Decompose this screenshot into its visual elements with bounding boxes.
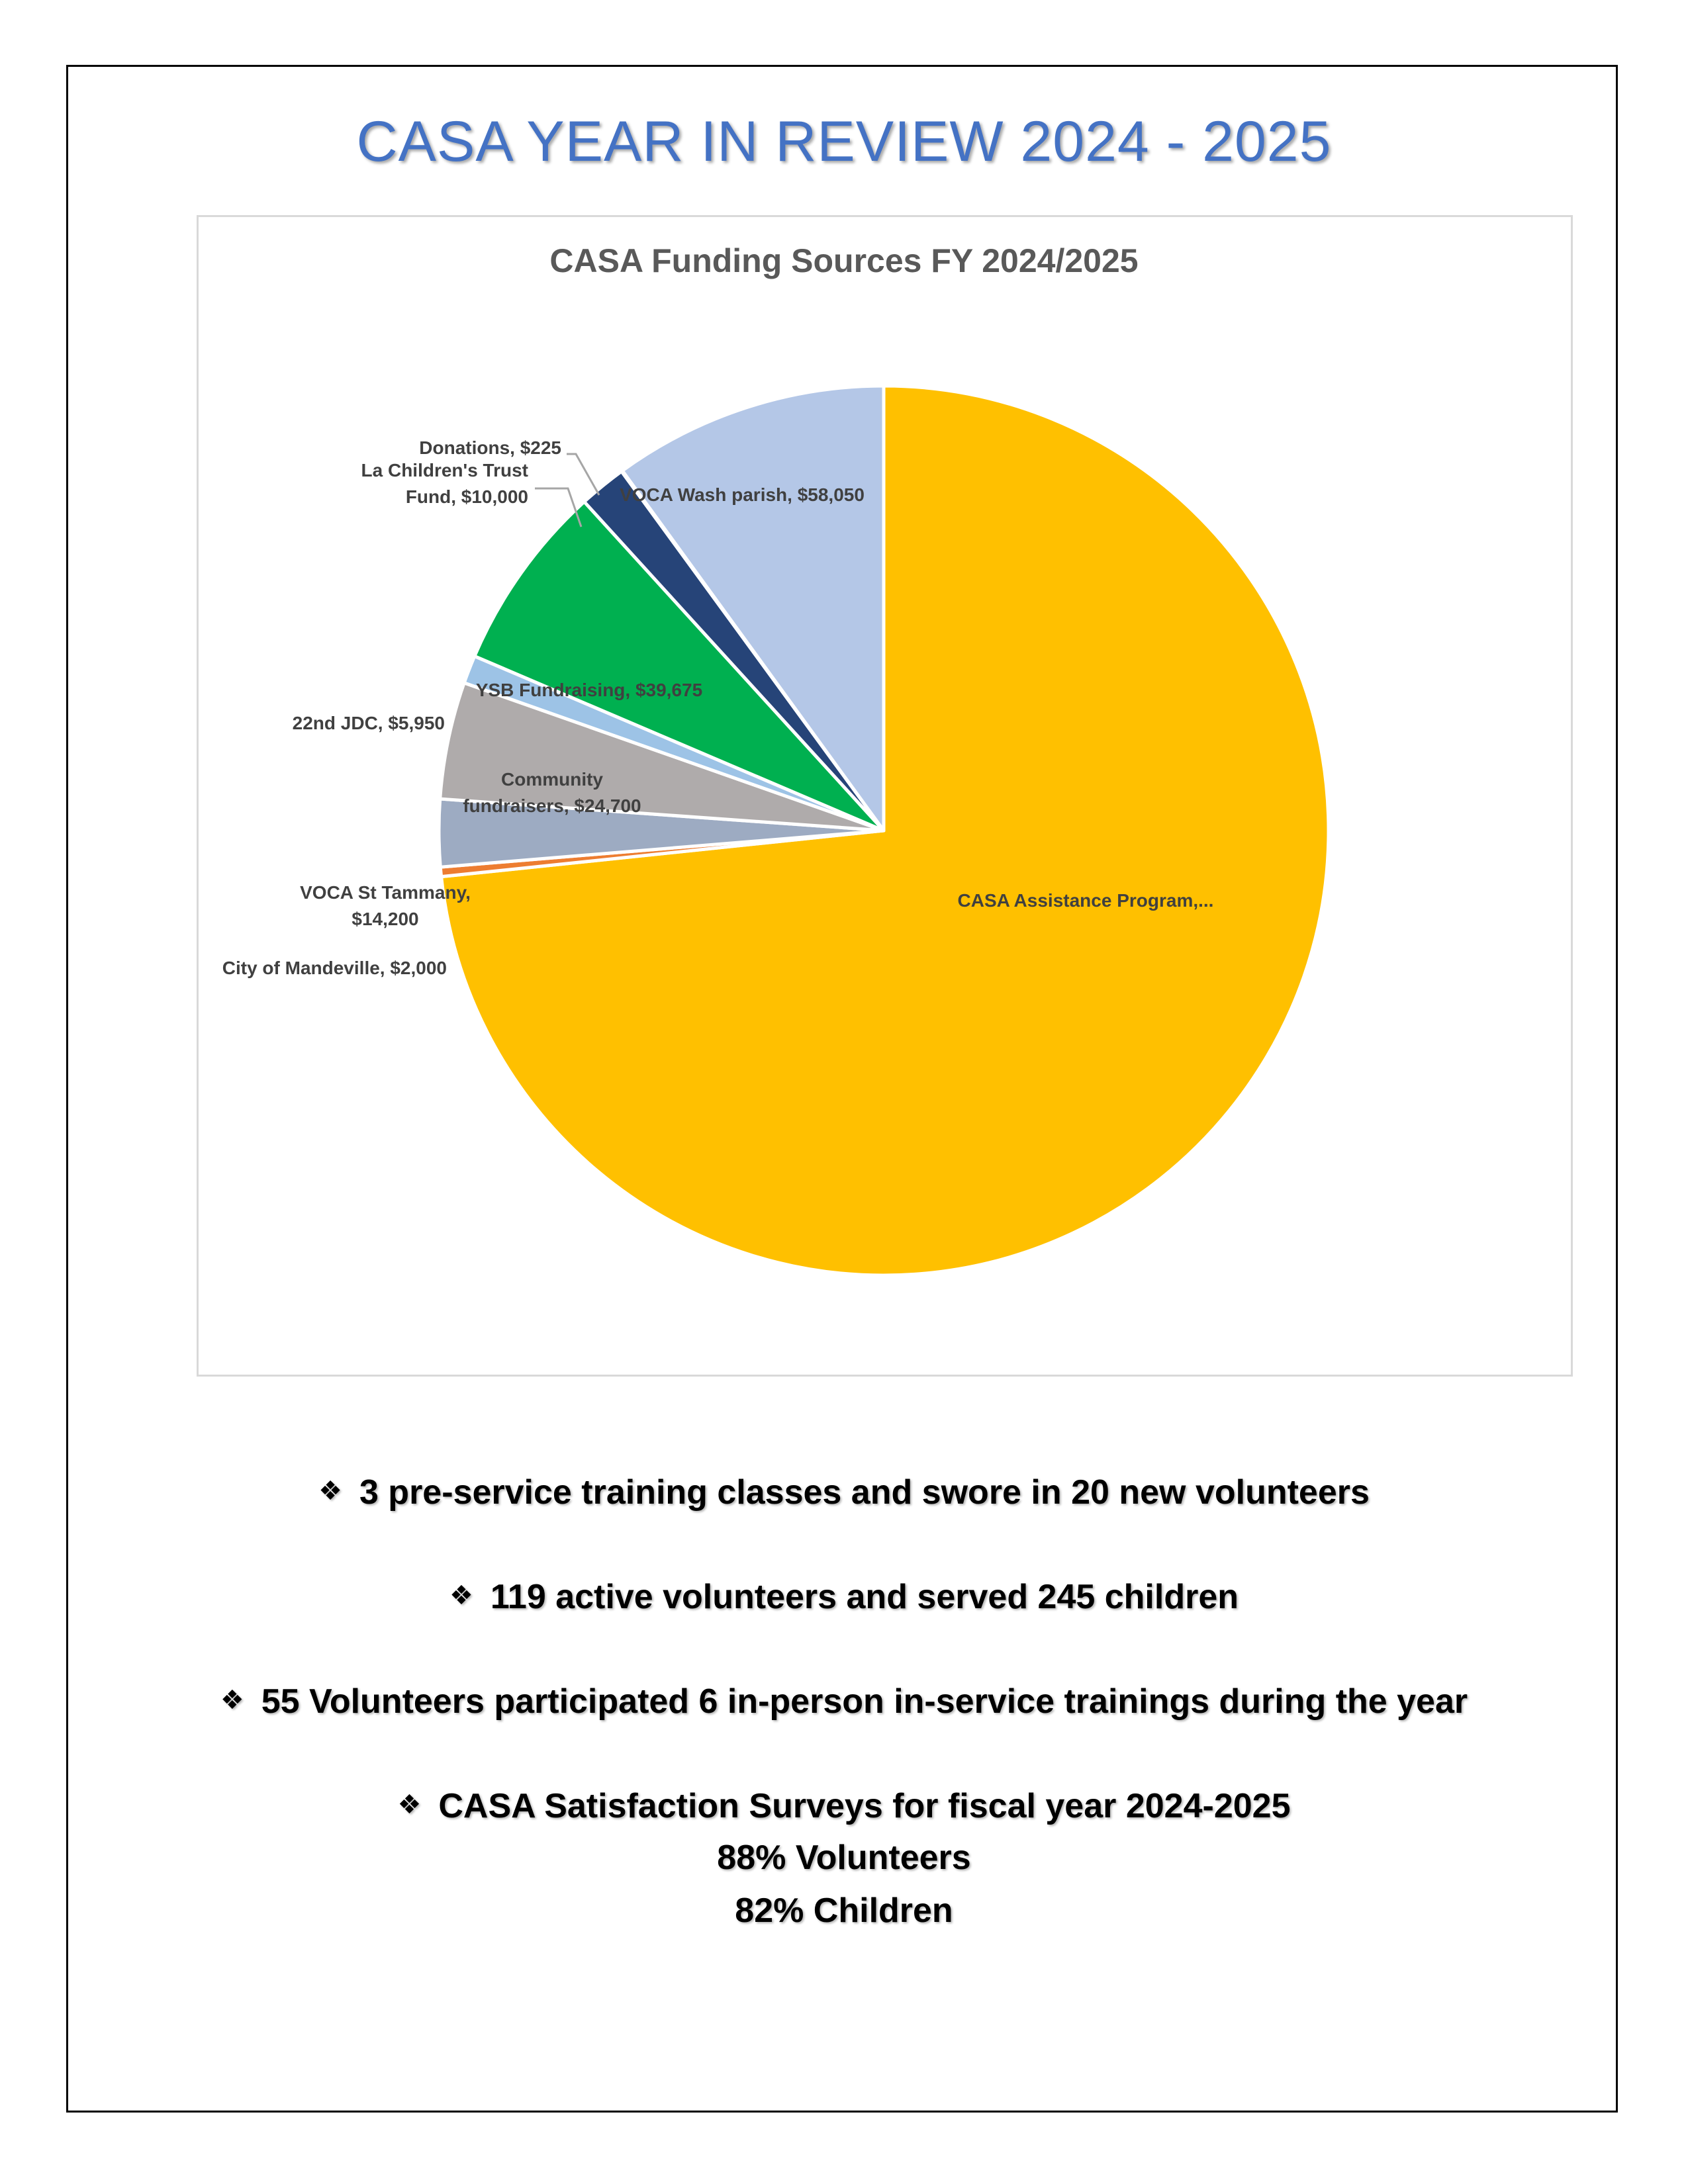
stat-surveys — [0, 1786, 1688, 1826]
stat-inservice — [0, 1682, 1688, 1721]
survey-volunteers: 88% Volunteers — [717, 1839, 971, 1877]
stat-inservice-text: 55 Volunteers participated 6 in-person in-service trainings during the year — [261, 1682, 1468, 1721]
stat-surveys-text: CASA Satisfaction Surveys for fiscal year 2024-2025 — [438, 1787, 1291, 1825]
leader-line-donations — [567, 454, 599, 495]
document-title: CASA YEAR IN REVIEW 2024 - 2025 — [356, 110, 1332, 173]
bullet-icon: ❖ — [220, 1686, 244, 1715]
pie-slices — [439, 386, 1329, 1275]
stat-volunteers-text: 119 active volunteers and served 245 children — [490, 1578, 1239, 1616]
stat-training-text: 3 pre-service training classes and swore in 20 new volunteers — [359, 1473, 1370, 1512]
pie-label-la-children-s-trust-fund: La Children's Trust Fund, $10,000 — [361, 460, 528, 507]
pie-label-donations: Donations, $225 — [419, 437, 561, 458]
pie-label-22nd-jdc: 22nd JDC, $5,950 — [292, 713, 445, 733]
bullet-icon: ❖ — [449, 1581, 473, 1610]
chart-title: CASA Funding Sources FY 2024/2025 — [549, 242, 1139, 279]
bullet-icon: ❖ — [318, 1477, 342, 1506]
pie-label-voca-st-tammany: VOCA St Tammany, $14,200 — [300, 882, 471, 929]
stat-training — [0, 1473, 1688, 1512]
pie-label-voca-wash-parish: VOCA Wash parish, $58,050 — [620, 484, 865, 505]
pie-label-community-fundraisers: Community fundraisers, $24,700 — [463, 769, 641, 816]
pie-label-city-of-mandeville: City of Mandeville, $2,000 — [222, 958, 447, 978]
survey-children: 82% Children — [735, 1891, 953, 1930]
stat-volunteers — [0, 1577, 1688, 1617]
pie-label-ysb-fundraising: YSB Fundraising, $39,675 — [475, 680, 703, 700]
bullet-icon: ❖ — [397, 1790, 422, 1819]
pie-label-casa-assistance-program: CASA Assistance Program,... — [957, 890, 1214, 911]
